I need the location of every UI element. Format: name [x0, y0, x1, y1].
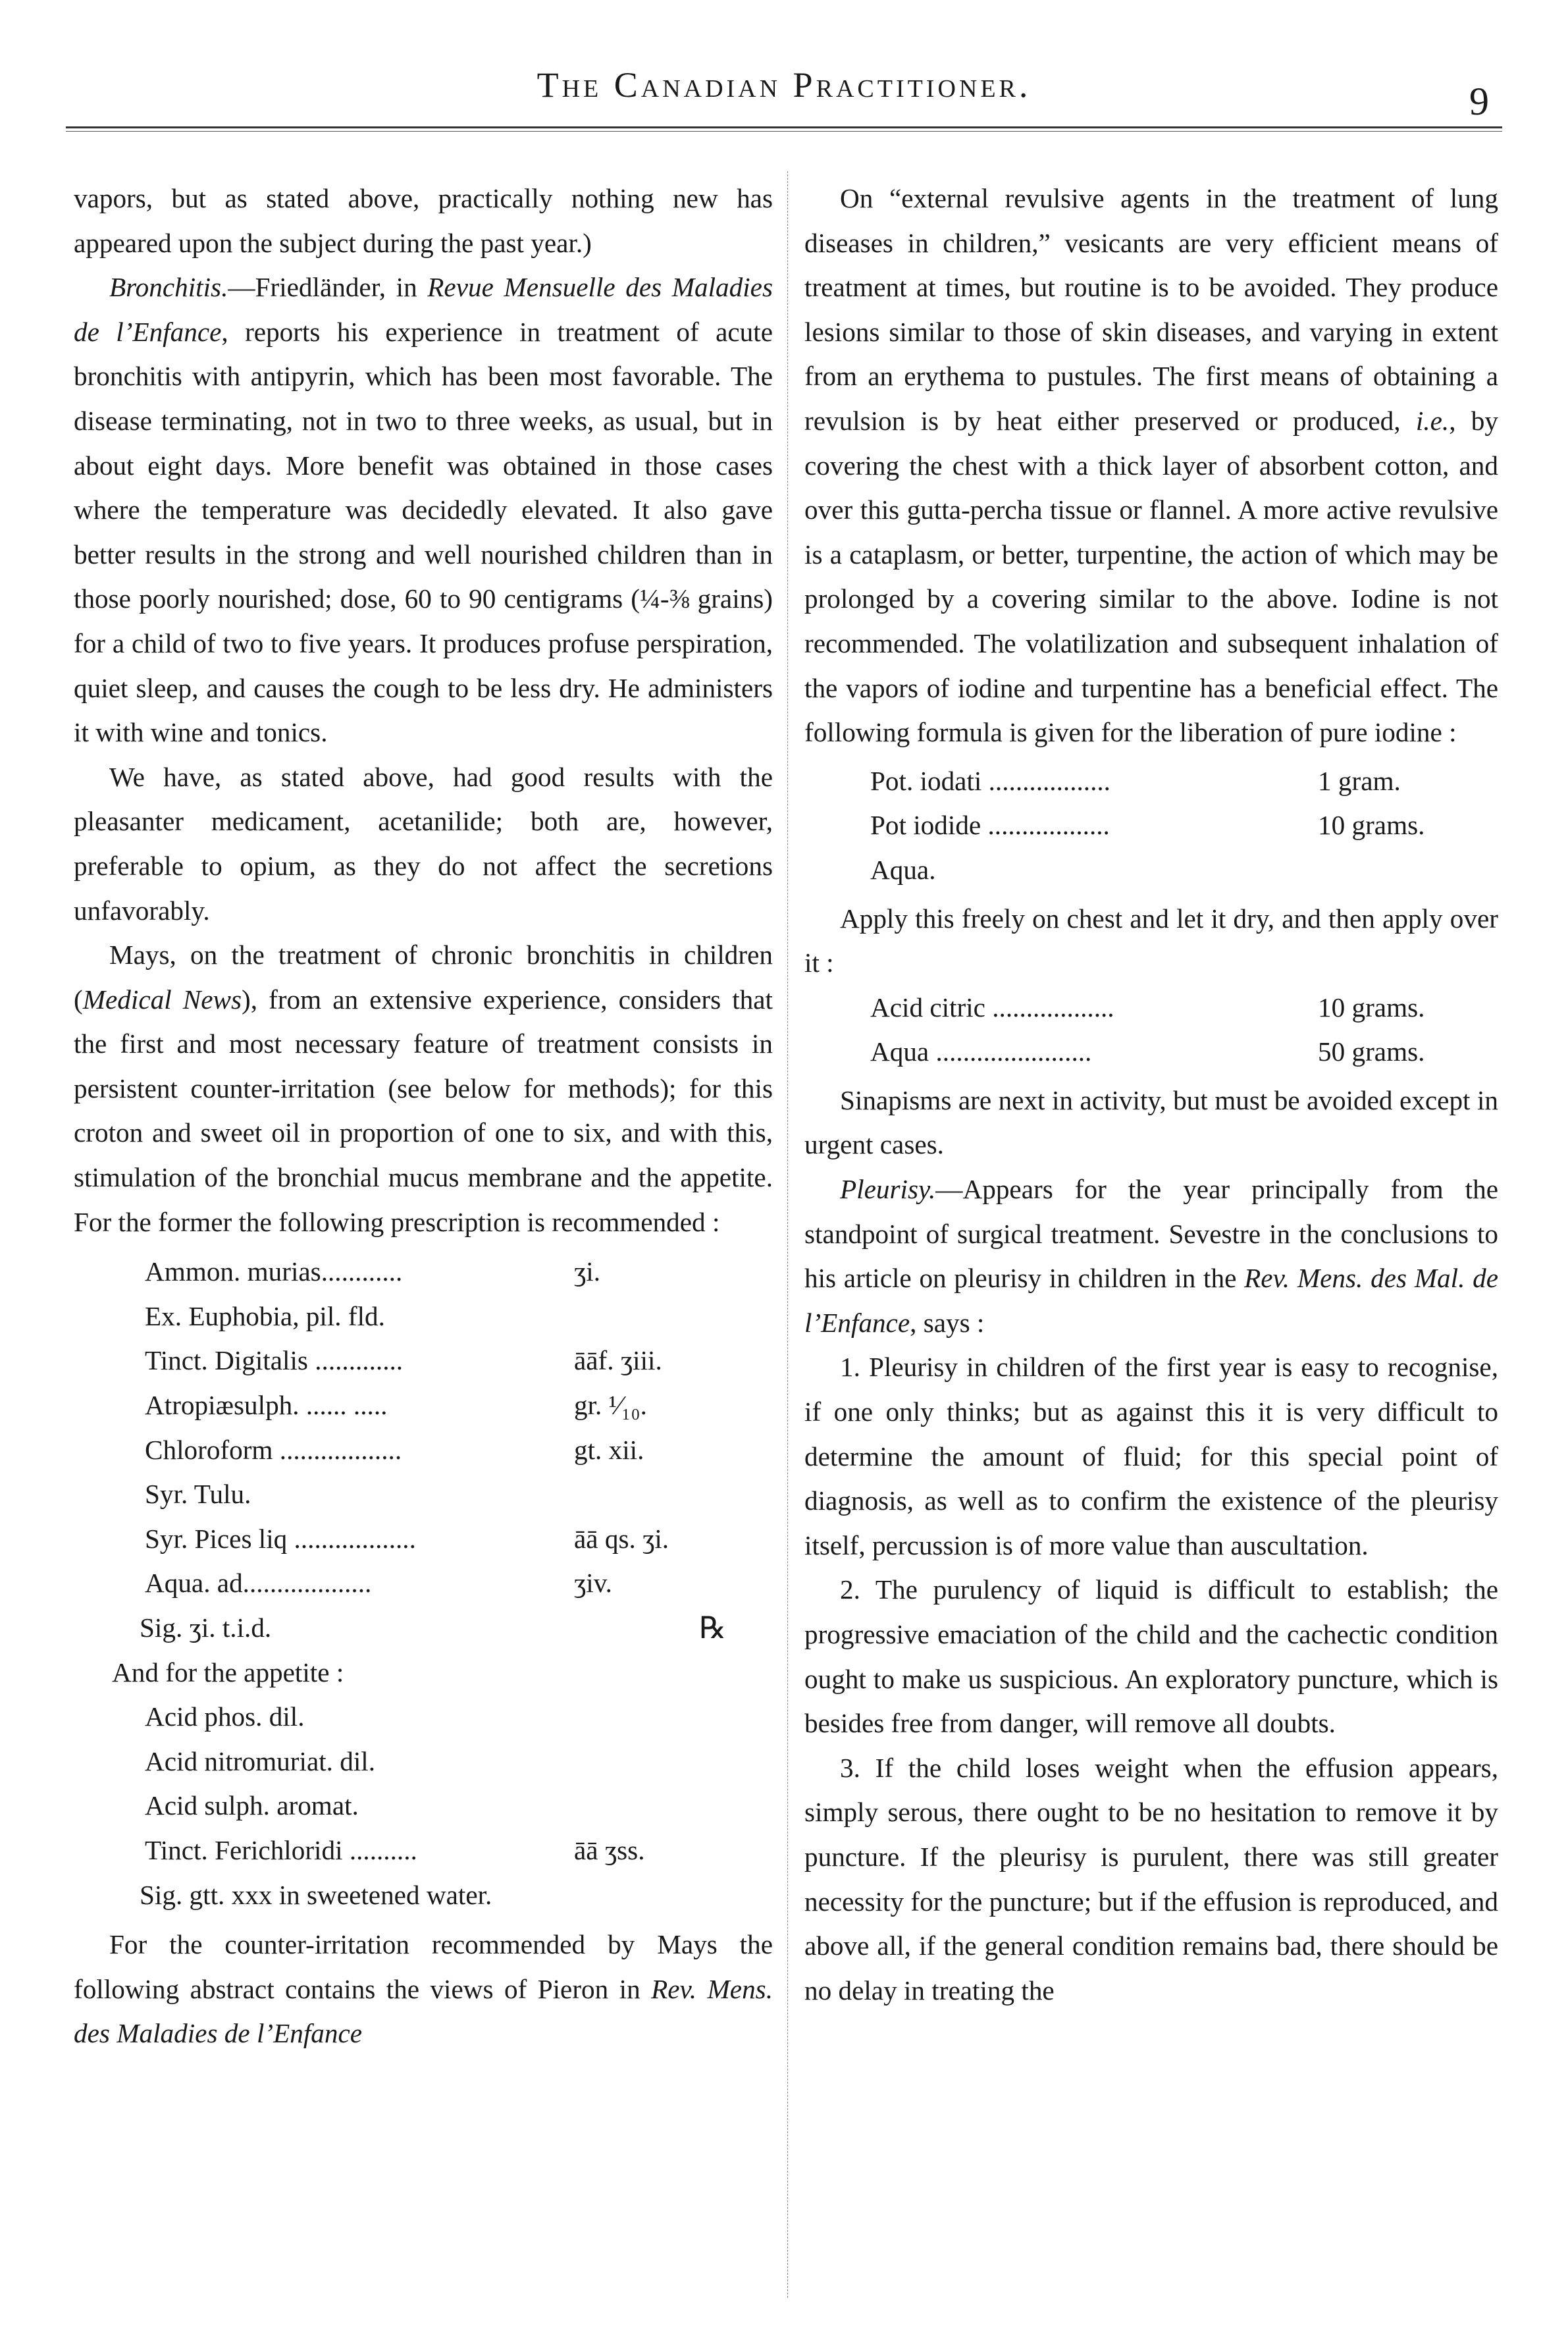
prescription-signature: Sig. gtt. xxx in sweetened water.	[140, 1879, 492, 1910]
section-heading: Bronchitis.	[109, 272, 228, 303]
prescription-line: Aqua ....................... 50 grams.	[870, 1036, 1425, 1067]
paragraph-revulsive: On “external revulsive agents in the treatment of lung diseases in children,” vesicants are very efficient means of treatment at times, but routine is to be avoided. They produce lesions similar to those of skin diseases, and varying in extent from an erythema to pustules. The first means of obtaining a revulsion is by heat either preserved or produced, i.e., by covering the chest with a thick layer of absorbent cotton, and over this gutta-percha tissue or flannel. A more active revulsive is a cataplasm, or better, turpentine, the action of which may be prolonged by a covering similar to the above. Iodine is not recommended. The volatilization and subsequent inhalation of the vapors of iodine and turpentine has a beneficial effect. The following formula is given for the liberation of pure iodine :	[804, 183, 1498, 748]
numbered-conclusion: 1. Pleurisy in children of the first year is easy to recognise, if one only thinks; but as against this it is very difficult to determine the amount of fluid; for this special point of diagnosis, as well as to confirm the existence of the pleurisy itself, percussion is of more value than auscultation.	[804, 1352, 1498, 1560]
prescription-line: Acid nitromuriat. dil.	[145, 1745, 376, 1776]
paragraph-bronchitis: Bronchitis.—Friedländer, in Revue Mensuelle des Maladies de l’Enfance, reports his experience in treatment of acute bronchitis with antipyrin, which has been most favorable. The disease terminating, not in two to three weeks, as usual, but in about eight days. More benefit was obtained in those cases where the temperature was decidedly elevated. It also gave better results in the strong and well nourished children than in those poorly nourished; dose, 60 to 90 centigrams (¼-⅜ grains) for a child of two to five years. It produces profuse perspiration, quiet sleep, and causes the cough to be less dry. He administers it with wine and tonics.	[74, 272, 773, 748]
numbered-conclusion: 3. If the child loses weight when the effusion appears, simply serous, there ought to be no hesitation to remove it by puncture. If the pleurisy is purulent, there was still greater necessity for the puncture; but if the effusion is reproduced, and above all, if the general condition remains bad, there should be no delay in treating the	[804, 1752, 1498, 2006]
journal-title: Rev. Mens. des Mal. de l’Enfance	[804, 1263, 1498, 1338]
prescription-line: Acid citric .................. 10 grams.	[870, 992, 1425, 1023]
prescription-line: Tinct. Ferichloridi .......... āā ʒss.	[145, 1834, 645, 1865]
journal-title: Medical News	[82, 984, 242, 1015]
prescription-intro: And for the appetite :	[112, 1657, 344, 1687]
journal-title: Revue Mensuelle des Maladies de l’Enfance	[74, 272, 773, 347]
prescription-list	[804, 759, 1498, 893]
prescription-line: Ex. Euphobia, pil. fld.	[145, 1300, 385, 1331]
paragraph: Sinapisms are next in activity, but must be avoided except in urgent cases.	[804, 1084, 1498, 1160]
numbered-conclusion: 2. The purulency of liquid is difficult to establish; the progressive emaciation of the child and the cachectic condition ought to make us suspicious. An exploratory puncture, which is besides free from danger, will remove all doubts.	[804, 1574, 1498, 1739]
paragraph: Apply this freely on chest and let it dry, and then apply over it :	[804, 903, 1498, 978]
prescription-list	[74, 1250, 773, 1917]
prescription-line: Pot. iodati .................. 1 gram.	[870, 765, 1401, 796]
running-title: The Canadian Practitioner.	[536, 65, 1032, 105]
paragraph: We have, as stated above, had good results with the pleasanter medicament, acetanilide; both are, however, preferable to opium, as they do not affect the secretions unfavorably.	[74, 761, 773, 926]
section-heading: Pleurisy.	[840, 1174, 936, 1205]
right-column	[804, 176, 1498, 2013]
paragraph: vapors, but as stated above, practically nothing new has appeared upon the subject during the past year.)	[74, 183, 773, 258]
paragraph-counter-irritation: For the counter-irritation recommended by Mays the following abstract contains the views of Pieron in Rev. Mens. des Maladies de l’Enfance	[74, 1929, 773, 2049]
column-divider	[787, 171, 788, 2298]
prescription-line: Pot iodide .................. 10 grams.	[870, 810, 1425, 841]
prescription-symbol: ℞	[699, 1611, 727, 1645]
page-number: 9	[1469, 80, 1489, 123]
prescription-signature: Sig. ʒi. t.i.d. ℞	[74, 1606, 773, 1651]
prescription-line: Atropiæsulph. ...... ..... gr. ¹⁄₁₀.	[145, 1390, 647, 1421]
prescription-line: Acid phos. dil.	[145, 1701, 305, 1732]
header-rule	[66, 126, 1502, 132]
prescription-list	[804, 986, 1498, 1075]
prescription-line: Syr. Pices liq .................. āā qs. ʒi.	[145, 1523, 669, 1554]
paragraph-pleurisy: Pleurisy.—Appears for the year principally from the standpoint of surgical treatment. Sevestre in the conclusions to his article on pleurisy in children in the Rev. Mens. des Mal. de l’Enfance, says :	[804, 1174, 1498, 1338]
prescription-line: Ammon. murias............ ʒi.	[145, 1256, 601, 1287]
prescription-line: Chloroform .................. gt. xii.	[145, 1434, 644, 1465]
prescription-line: Aqua.	[870, 854, 936, 885]
prescription-line: Aqua. ad................... ʒiv.	[145, 1568, 612, 1599]
paragraph-mays: Mays, on the treatment of chronic bronchitis in children (Medical News), from an extensive experience, considers that the first and most necessary feature of treatment consists in persistent counter-irritation (see below for methods); for this croton and sweet oil in proportion of one to six, and with this, stimulation of the bronchial mucus membrane and the appetite. For the former the following prescription is recommended :	[74, 940, 773, 1237]
prescription-line: Tinct. Digitalis ............. āāf. ʒiii.	[145, 1345, 662, 1376]
left-column	[74, 176, 773, 2056]
prescription-line: Syr. Tulu.	[145, 1479, 251, 1510]
prescription-line: Acid sulph. aromat.	[145, 1790, 359, 1821]
page-header	[66, 53, 1502, 125]
journal-title: Rev. Mens. des Maladies de l’Enfance	[74, 1973, 773, 2049]
